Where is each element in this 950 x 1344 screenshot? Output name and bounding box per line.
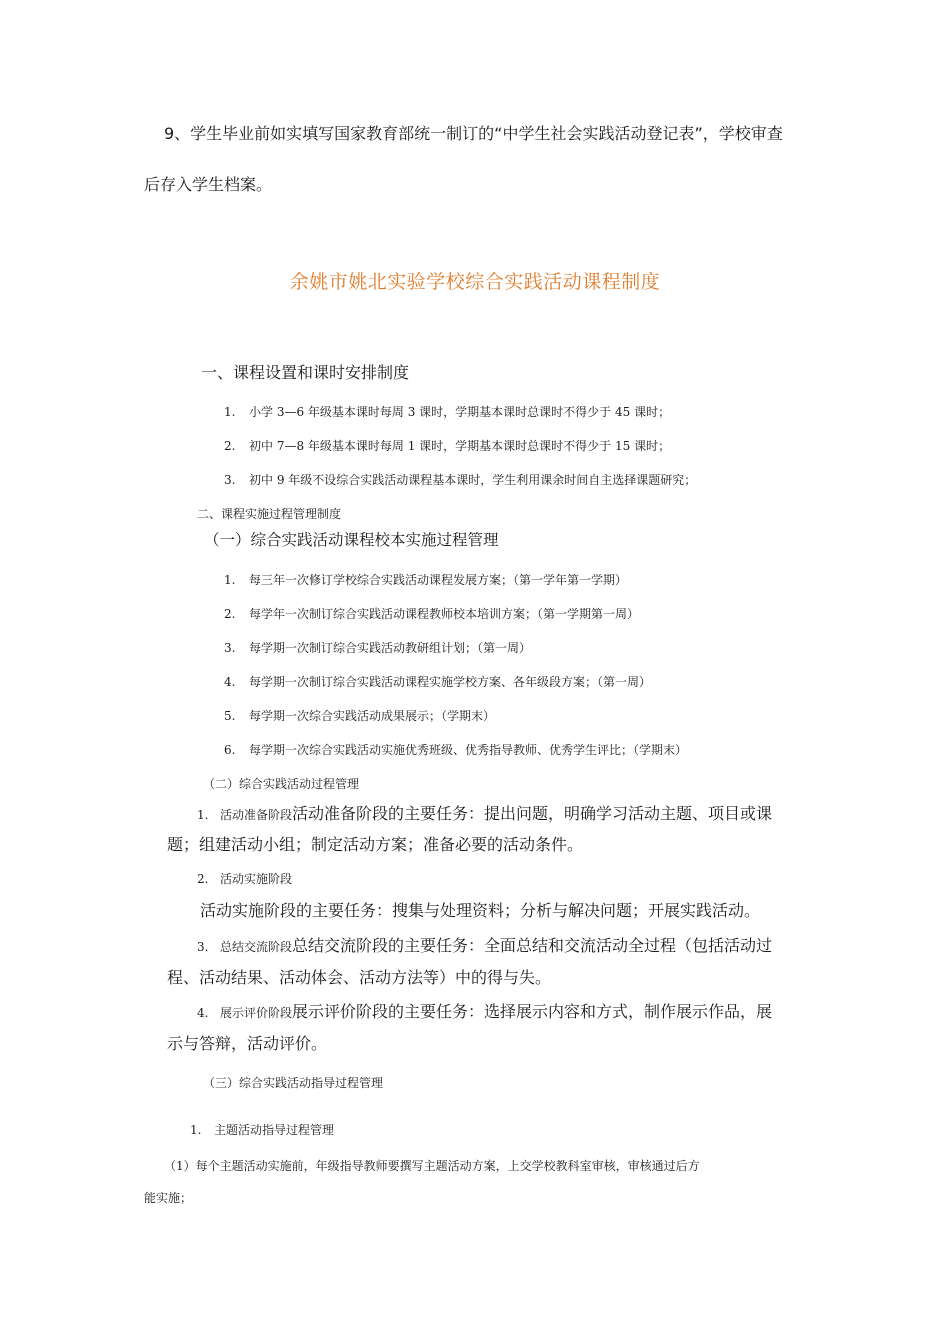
list-number: 4. bbox=[224, 675, 236, 689]
stage-text: 活动实施阶段的主要任务：搜集与处理资料；分析与解决问题；开展实践活动。 bbox=[200, 901, 761, 920]
list-number: 1. bbox=[197, 808, 209, 822]
list-number: 1. bbox=[224, 573, 236, 587]
section-heading: 一、课程设置和课时安排制度 bbox=[201, 363, 410, 382]
list-number: 2. bbox=[197, 872, 209, 886]
paragraph-line: 后存入学生档案。 bbox=[144, 175, 273, 194]
list-number: 6. bbox=[224, 743, 236, 757]
list-number: 2. bbox=[224, 439, 236, 453]
list-number: 2. bbox=[224, 607, 236, 621]
list-item bbox=[224, 673, 651, 690]
list-number: 3. bbox=[224, 473, 236, 487]
list-item bbox=[224, 605, 639, 622]
subsection-heading: （一）综合实践活动课程校本实施过程管理 bbox=[204, 531, 499, 549]
list-item bbox=[224, 403, 670, 420]
list-item bbox=[224, 571, 627, 588]
paragraph-line: （1）每个主题活动实施前，年级指导教师要撰写主题活动方案，上交学校教科室审核，审核通过后方 bbox=[164, 1159, 700, 1173]
list-number: 3. bbox=[224, 641, 236, 655]
stage-text: 程、活动结果、活动体会、活动方法等）中的得与失。 bbox=[167, 968, 552, 987]
list-number: 1. bbox=[224, 405, 236, 419]
list-text: 每学期一次制订综合实践活动课程实施学校方案、各年级段方案；（第一周） bbox=[249, 675, 652, 689]
stage-item bbox=[197, 870, 292, 887]
list-item bbox=[224, 741, 687, 758]
list-item bbox=[190, 1121, 334, 1138]
stage-text: 活动准备阶段的主要任务：提出问题，明确学习活动主题、项目或课 bbox=[292, 804, 773, 823]
list-text: 初中 9 年级不设综合实践活动课程基本课时，学生利用课余时间自主选择课题研究； bbox=[249, 473, 697, 487]
list-number: 3. bbox=[197, 940, 209, 954]
list-item bbox=[224, 471, 696, 488]
list-item bbox=[224, 707, 495, 724]
stage-label: 展示评价阶段 bbox=[220, 1006, 293, 1020]
list-text: 每学期一次制订综合实践活动教研组计划；（第一周） bbox=[249, 641, 532, 655]
stage-item bbox=[197, 801, 772, 824]
list-text: 每学期一次综合实践活动成果展示；（学期末） bbox=[249, 709, 496, 723]
list-item bbox=[224, 639, 531, 656]
list-number: 4. bbox=[197, 1006, 209, 1020]
paragraph-line: 9、学生毕业前如实填写国家教育部统一制订的“中学生社会实践活动登记表”，学校审查 bbox=[164, 124, 783, 143]
list-text: 初中 7—8 年级基本课时每周 1 课时，学期基本课时总课时不得少于 15 课时； bbox=[249, 439, 671, 453]
stage-item bbox=[197, 999, 772, 1022]
stage-item bbox=[197, 933, 772, 956]
list-number: 5. bbox=[224, 709, 236, 723]
list-text: 小学 3—6 年级基本课时每周 3 课时，学期基本课时总课时不得少于 45 课时； bbox=[249, 405, 671, 419]
list-text: 每学年一次制订综合实践活动课程教师校本培训方案；（第一学期第一周） bbox=[249, 607, 640, 621]
stage-label: 总结交流阶段 bbox=[220, 940, 293, 954]
stage-label: 活动实施阶段 bbox=[220, 872, 293, 886]
stage-label: 活动准备阶段 bbox=[220, 808, 293, 822]
stage-text: 题；组建活动小组；制定活动方案；准备必要的活动条件。 bbox=[167, 835, 584, 854]
list-text: 每学期一次综合实践活动实施优秀班级、优秀指导教师、优秀学生评比；（学期末） bbox=[249, 743, 688, 757]
section-heading: 二、课程实施过程管理制度 bbox=[197, 507, 342, 521]
document-title: 余姚市姚北实验学校综合实践活动课程制度 bbox=[289, 271, 661, 293]
stage-text: 展示评价阶段的主要任务：选择展示内容和方式，制作展示作品，展 bbox=[292, 1002, 773, 1021]
list-text: 每三年一次修订学校综合实践活动课程发展方案；（第一学年第一学期） bbox=[249, 573, 628, 587]
subsection-heading: （二）综合实践活动过程管理 bbox=[203, 777, 360, 791]
list-number: 1. bbox=[190, 1123, 202, 1137]
paragraph-line: 能实施； bbox=[144, 1191, 193, 1205]
list-item bbox=[224, 437, 670, 454]
stage-text: 总结交流阶段的主要任务：全面总结和交流活动全过程（包括活动过 bbox=[292, 936, 773, 955]
stage-text: 示与答辩，活动评价。 bbox=[167, 1034, 328, 1053]
subsection-heading: （三）综合实践活动指导过程管理 bbox=[203, 1076, 384, 1090]
list-text: 主题活动指导过程管理 bbox=[214, 1123, 335, 1137]
